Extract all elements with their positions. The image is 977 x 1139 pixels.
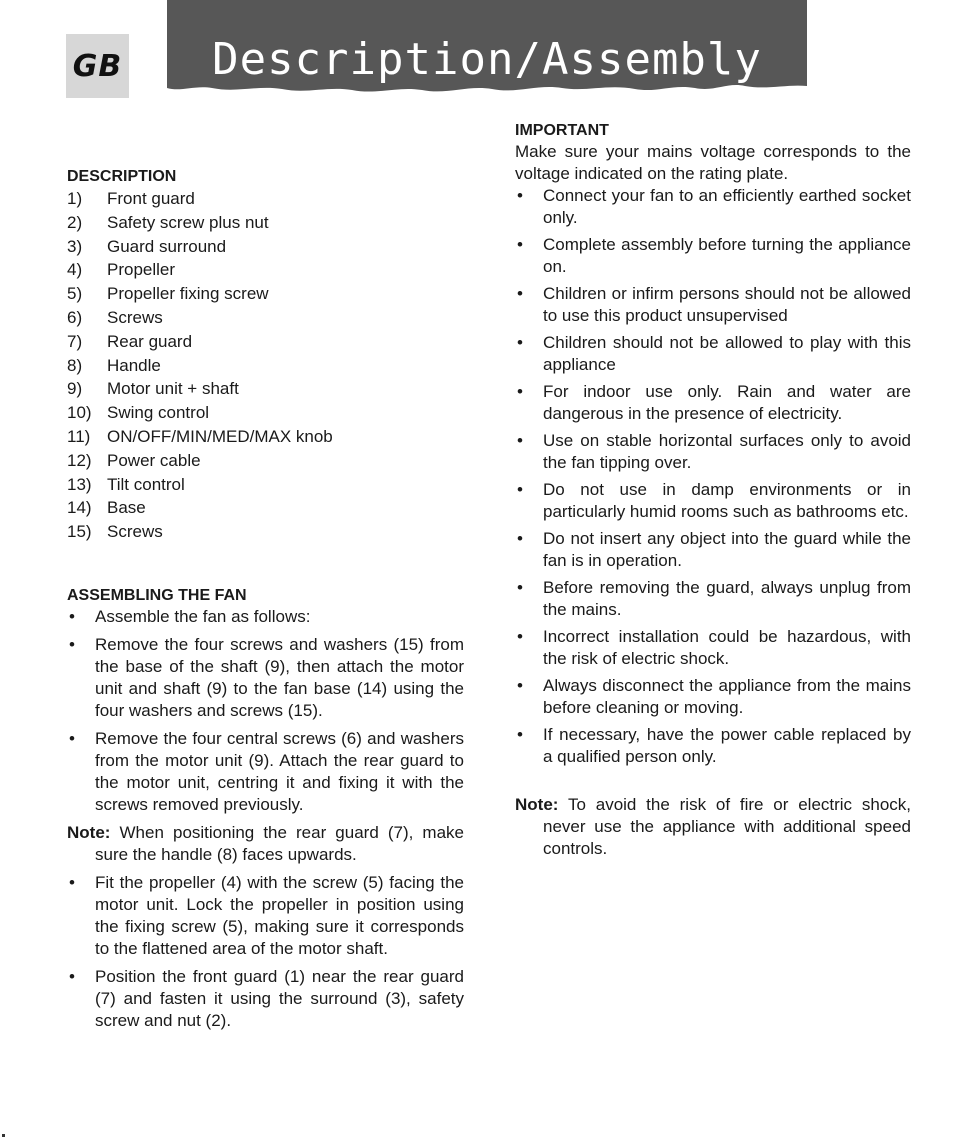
- page-mark: [2, 1134, 5, 1137]
- list-item: [67, 496, 464, 520]
- item-number: 5): [67, 284, 83, 304]
- bullet-item: • Do not insert any object into the guard while the fan is in operation.: [515, 528, 911, 572]
- item-number: 11): [67, 426, 91, 446]
- description-list: [67, 187, 464, 544]
- list-item: [67, 330, 464, 354]
- language-badge: [66, 34, 129, 98]
- item-number: 1): [67, 189, 83, 208]
- left-column: [67, 167, 464, 1038]
- note-text: When positioning the rear guard (7), make sure the handle (8) faces upwards.: [95, 822, 464, 864]
- item-text: Screws: [107, 307, 163, 327]
- item-text: Safety screw plus nut: [107, 212, 269, 232]
- language-badge-label: GB: [72, 48, 123, 84]
- list-item: [67, 306, 464, 330]
- item-number: 8): [67, 355, 83, 375]
- list-item: [67, 258, 464, 282]
- item-number: 15): [67, 522, 92, 542]
- item-text: Tilt control: [107, 474, 185, 494]
- list-item: [67, 520, 464, 544]
- bullet-item: • If necessary, have the power cable replaced by a qualified person only.: [515, 724, 911, 768]
- important-intro: Make sure your mains voltage corresponds to the voltage indicated on the rating plate.: [515, 142, 911, 183]
- item-text: Propeller fixing screw: [107, 284, 269, 304]
- list-item: [67, 473, 464, 497]
- bullet-item: • Before removing the guard, always unplug from the mains.: [515, 577, 911, 621]
- item-number: 6): [67, 307, 83, 327]
- list-item: [67, 377, 464, 401]
- item-number: 7): [67, 331, 83, 351]
- item-text: Motor unit + shaft: [107, 379, 239, 399]
- bullet-item: • Position the front guard (1) near the rear guard (7) and fasten it using the surround (3), safety screw and nut (2).: [67, 966, 464, 1032]
- bullet-item: • Fit the propeller (4) with the screw (5) facing the motor unit. Lock the propeller in position using the fixing screw (5), making sure it corresponds to the flattened area of the motor shaft.: [67, 872, 464, 960]
- bullet-item: • Remove the four central screws (6) and washers from the motor unit (9). Attach the rear guard to the motor unit, centring it and fixing it with the screws removed previously.: [67, 728, 464, 816]
- bullet-item: • Assemble the fan as follows:: [67, 606, 464, 628]
- item-text: Rear guard: [107, 331, 193, 351]
- item-number: 10): [67, 403, 92, 423]
- item-number: 4): [67, 260, 83, 280]
- assembling-steps: [67, 606, 464, 816]
- item-text: Base: [107, 498, 146, 518]
- bullet-item: • Remove the four screws and washers (15) from the base of the shaft (9), then attach the motor unit and shaft (9) to the fan base (14) using the four washers and screws (15).: [67, 634, 464, 722]
- safety-list: [515, 185, 911, 768]
- note-text: To avoid the risk of fire or electric shock, never use the appliance with additional speed controls.: [543, 795, 912, 858]
- description-heading: DESCRIPTION: [67, 168, 177, 185]
- right-column: [515, 121, 911, 866]
- item-number: 13): [67, 474, 92, 494]
- bullet-item: • Incorrect installation could be hazardous, with the risk of electric shock.: [515, 626, 911, 670]
- list-item: [67, 354, 464, 378]
- note-label: Note:: [67, 822, 111, 842]
- item-text: ON/OFF/MIN/MED/MAX knob: [107, 426, 333, 446]
- list-item: [67, 282, 464, 306]
- item-number: 3): [67, 236, 83, 256]
- bullet-item: • Children should not be allowed to play with this appliance: [515, 332, 911, 376]
- list-item: [67, 187, 464, 211]
- important-heading: IMPORTANT: [515, 122, 609, 139]
- item-number: 14): [67, 498, 92, 518]
- bullet-item: • Always disconnect the appliance from the mains before cleaning or moving.: [515, 675, 911, 719]
- item-number: 12): [67, 450, 92, 470]
- item-text: Guard surround: [107, 236, 227, 256]
- note-label: Note:: [515, 795, 559, 814]
- list-item: [67, 401, 464, 425]
- list-item: [67, 211, 464, 235]
- item-text: Handle: [107, 355, 161, 375]
- safety-note: [515, 794, 911, 860]
- bullet-item: • Children or infirm persons should not be allowed to use this product unsupervised: [515, 283, 911, 327]
- list-item: [67, 425, 464, 449]
- item-text: Swing control: [107, 403, 210, 423]
- list-item: [67, 235, 464, 259]
- item-text: Screws: [107, 522, 163, 542]
- title-banner: [167, 0, 807, 100]
- assembly-note: [67, 822, 464, 866]
- item-number: 9): [67, 379, 83, 399]
- assembling-heading: ASSEMBLING THE FAN: [67, 586, 247, 604]
- bullet-item: • Complete assembly before turning the appliance on.: [515, 234, 911, 278]
- item-text: Power cable: [107, 450, 201, 470]
- assembling-steps-continued: [67, 872, 464, 1032]
- item-text: Front guard: [107, 189, 195, 208]
- list-item: [67, 449, 464, 473]
- bullet-item: • Use on stable horizontal surfaces only to avoid the fan tipping over.: [515, 430, 911, 474]
- bullet-item: • For indoor use only. Rain and water are dangerous in the presence of electricity.: [515, 381, 911, 425]
- page-title: Description/Assembly: [212, 34, 762, 85]
- item-text: Propeller: [107, 260, 176, 280]
- bullet-item: • Connect your fan to an efficiently earthed socket only.: [515, 185, 911, 229]
- item-number: 2): [67, 212, 83, 232]
- bullet-item: • Do not use in damp environments or in particularly humid rooms such as bathrooms etc.: [515, 479, 911, 523]
